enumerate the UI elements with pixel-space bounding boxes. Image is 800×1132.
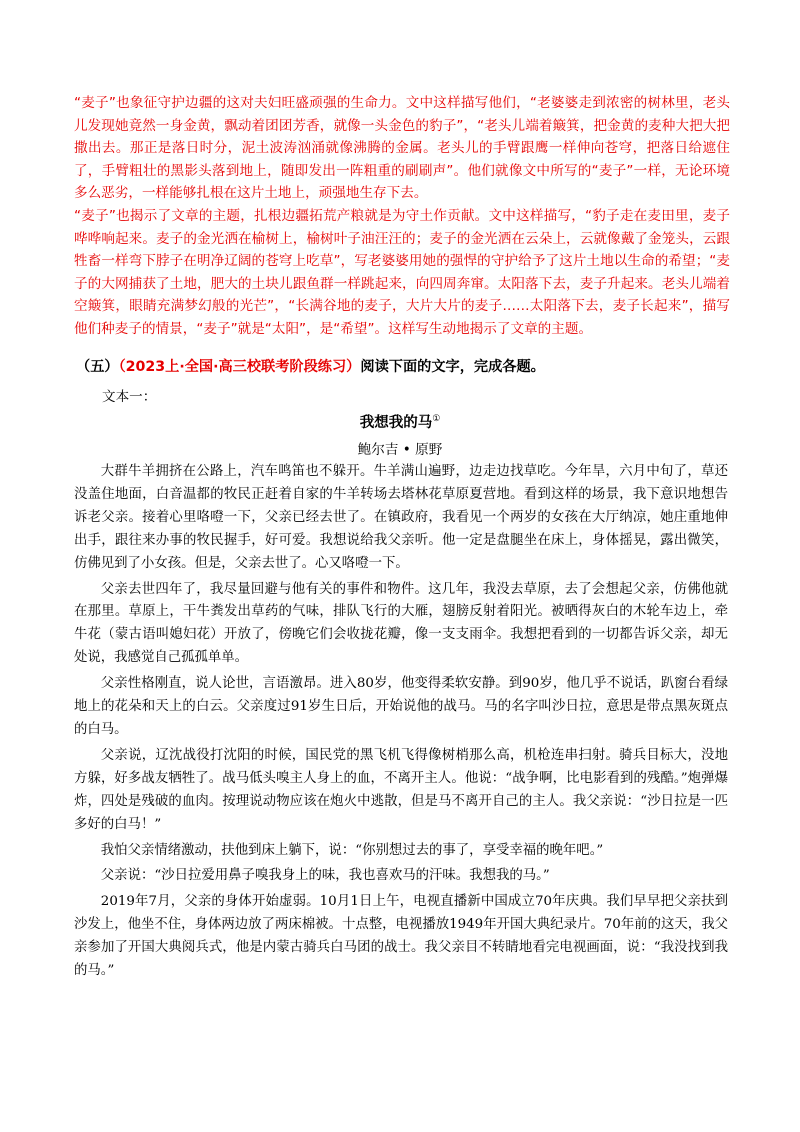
article-paragraph: 父亲说，辽沈战役打沈阳的时候，国民党的黑飞机飞得像树梢那么高，机枪连串扫射。骑兵目标大，没地方躲，好多战友牺牲了。战马低头嗅主人身上的血，不离开主人。他说：“战争啊，比电影看到的残酷。”炮弹爆炸，四处是残破的血肉。按理说动物应该在炮火中逃散，但是马不离开自己的主人。我父亲说：“沙日拉是一匹多好的白马！” xyxy=(74,747,728,832)
article-body xyxy=(74,461,728,986)
source-tag: （2023上·全国·高三校联考阶段练习） xyxy=(118,359,361,375)
article-author: 鲍尔吉 • 原野 xyxy=(357,442,443,458)
text-label: 文本一： xyxy=(102,389,157,405)
article-title xyxy=(0,411,800,432)
analysis-paragraph: “麦子”也揭示了文章的主题，扎根边疆拓荒产粮就是为守土作贡献。文中这样描写，“豹子走在麦田里，麦子哗哗响起来。麦子的金光洒在榆树上，榆树叶子油汪汪的；麦子的金光洒在云朵上，云就像戴了金笼头，云跟牲畜一样弯下脖子在明净辽阔的苍穹上吃草”，写老婆婆用她的强悍的守护给予了这片土地以生命的希望；“麦子的大网捕获了土地，肥大的土块儿跟鱼群一样跳起来，向四周奔窜。太阳落下去，麦子升起来。老头儿端着空簸箕，眼睛充满梦幻般的光芒”，“长满谷地的麦子，大片大片的麦子……太阳落下去，麦子长起来”，描写他们种麦子的情景，“麦子”就是“太阳”，是“希望”。这样写生动地揭示了文章的主题。 xyxy=(74,207,730,337)
section-instruction: 阅读下面的文字，完成各题。 xyxy=(360,359,545,375)
analysis-paragraph: “麦子”也象征守护边疆的这对夫妇旺盛顽强的生命力。文中这样描写他们，“老婆婆走到浓密的树林里，老头儿发现她竟然一身金黄，飘动着团团芳香，就像一头金色的豹子”，“老头儿端着簸箕，把金黄的麦种大把大把撒出去。那正是落日时分，泥土波涛汹涌就像沸腾的金属。老头儿的手臂跟鹰一样伸向苍穹，把落日给遮住了，手臂粗壮的黑影头落到地上，随即发出一阵粗重的刷刷声”。他们就像文中所写的“麦子”一样，无论环境多么恶劣，一样能够扎根在这片土地上，顽强地生存下去。 xyxy=(74,95,730,202)
article-title-text: 我想我的马 xyxy=(359,414,433,431)
section-number: （五） xyxy=(76,359,119,375)
article-paragraph: 大群牛羊拥挤在公路上，汽车鸣笛也不躲开。牛羊满山遍野，边走边找草吃。今年旱，六月中旬了，草还没盖住地面，白音温都的牧民正赶着自家的牛羊转场去塔林花草原夏营地。看到这样的场景，我下意识地想告诉老父亲。接着心里咯噔一下，父亲已经去世了。在镇政府，我看见一个两岁的女孩在大厅纳凉，她庄重地伸出手，跟往来办事的牧民握手，好可爱。我想说给我父亲听。他一定是盘腿坐在床上，身体摇晃，露出微笑，仿佛见到了小女孩。但是，父亲去世了。心又咯噔一下。 xyxy=(74,464,728,571)
article-paragraph: 父亲说：“沙日拉爱用鼻子嗅我身上的味，我也喜欢马的汗味。我想我的马。” xyxy=(100,868,550,884)
section-heading xyxy=(76,356,545,378)
article-paragraph: 2019年7月，父亲的身体开始虚弱。10月1日上午，电视直播新中国成立70年庆典。我们早早把父亲扶到沙发上，他坐不住，身体两边放了两床棉被。十点整，电视播放1949年开国大典纪录片。70年前的这天，我父亲参加了开国大典阅兵式，他是内蒙古骑兵白马团的战士。我父亲目不转睛地看完电视画面，说：“我没找到我的马。” xyxy=(74,894,728,979)
article-paragraph: 父亲去世四年了，我尽量回避与他有关的事件和物件。这几年，我没去草原，去了会想起父亲，仿佛他就在那里。草原上，干牛粪发出草药的气味，排队飞行的大雁，翅膀反射着阳光。被晒得灰白的木轮车边上，牵牛花（蒙古语叫媳妇花）开放了，傍晚它们会收拢花瓣，像一支支雨伞。我想把看到的一切都告诉父亲，却无处说，我感觉自己孤孤单单。 xyxy=(74,581,728,666)
footnote-marker: ① xyxy=(432,414,441,425)
article-paragraph: 父亲性格刚直，说人论世，言语激昂。进入80岁，他变得柔软安静。到90岁，他几乎不说话，趴窗台看绿地上的花朵和天上的白云。父亲度过91岁生日后，开始说他的战马。马的名字叫沙日拉，意思是带点黑灰斑点的白马。 xyxy=(74,676,728,737)
article-paragraph: 我怕父亲情绪激动，扶他到床上躺下，说：“你别想过去的事了，享受幸福的晚年吧。” xyxy=(100,842,604,858)
answer-analysis xyxy=(74,92,730,341)
